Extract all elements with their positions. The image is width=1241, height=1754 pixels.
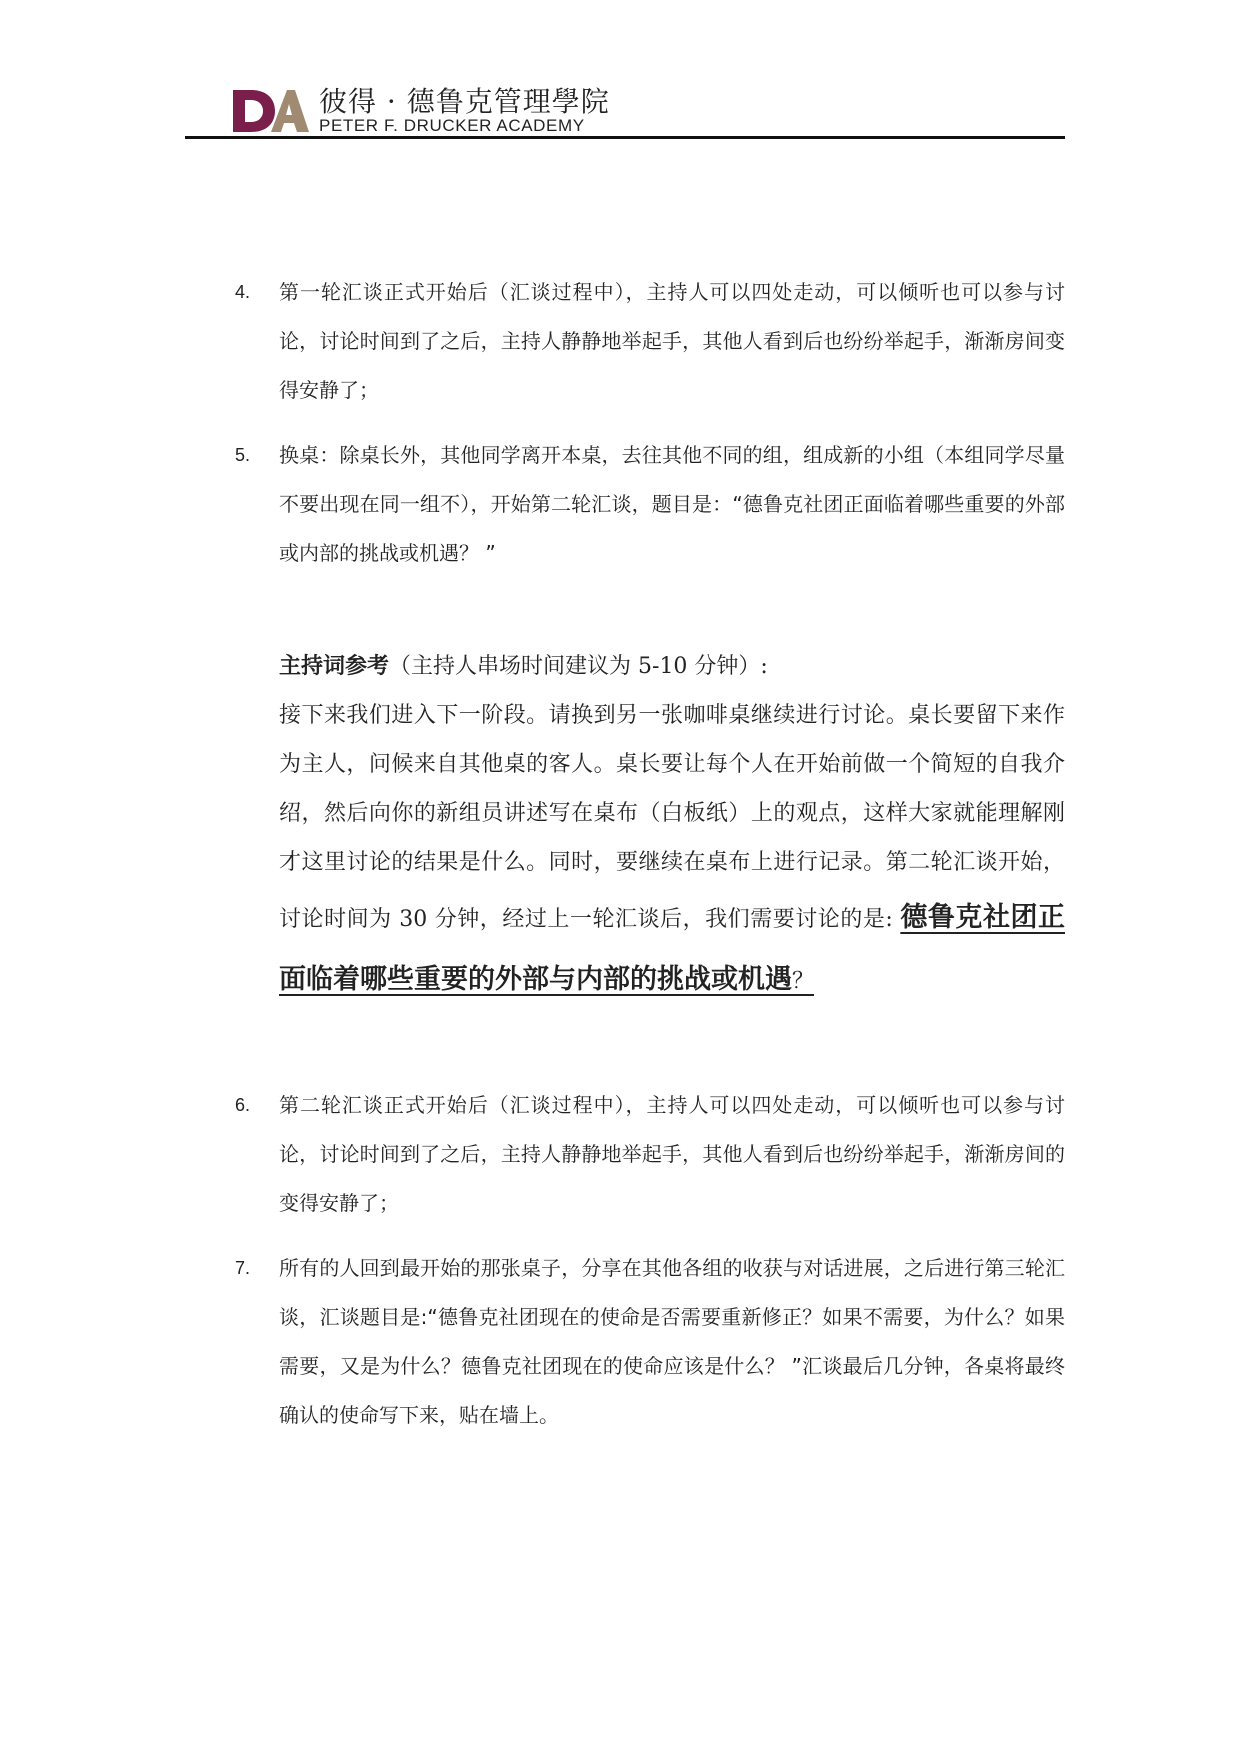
list-item	[235, 268, 1065, 415]
list-item	[235, 431, 1065, 578]
list-item-text: 第一轮汇谈正式开始后（汇谈过程中），主持人可以四处走动，可以倾听也可以参与讨论，讨论时间到了之后，主持人静静地举起手，其他人看到后也纷纷举起手，渐渐房间变得安静了；	[279, 280, 1065, 402]
list-item-text: 所有的人回到最开始的那张桌子，分享在其他各组的收获与对话进展，之后进行第三轮汇谈，汇谈题目是:“德鲁克社团现在的使命是否需要重新修正？如果不需要，为什么？如果需要，又是为什么？德鲁克社团现在的使命应该是什么？ ”汇谈最后几分钟，各桌将最终确认的使命写下来，贴在墙上。	[279, 1256, 1065, 1427]
page-header	[185, 80, 1065, 138]
list-item-text: 第二轮汇谈正式开始后（汇谈过程中），主持人可以四处走动，可以倾听也可以参与讨论，讨论时间到了之后，主持人静静地举起手，其他人看到后也纷纷举起手，渐渐房间的变得安静了；	[279, 1093, 1065, 1215]
brand-name-en: PETER F. DRUCKER ACADEMY	[319, 116, 585, 135]
list-item	[235, 1081, 1065, 1228]
da-logo-icon	[231, 88, 309, 134]
list-item-number: 7.	[235, 1258, 251, 1278]
list-item	[235, 1244, 1065, 1440]
list-item-number: 4.	[235, 282, 251, 302]
list-item-text: 换桌：除桌长外，其他同学离开本桌，去往其他不同的组，组成新的小组（本组同学尽量不要出现在同一组不），开始第二轮汇谈，题目是：“德鲁克社团正面临着哪些重要的外部或内部的挑战或机遇？ ”	[279, 443, 1065, 565]
host-script-body: 接下来我们进入下一阶段。请换到另一张咖啡桌继续进行讨论。桌长要留下来作为主人，问候来自其他桌的客人。桌长要让每个人在开始前做一个简短的自我介绍，然后向你的新组员讲述写在桌布（白板纸）上的观点，这样大家就能理解刚才这里讨论的结果是什么。同时，要继续在桌布上进行记录。第二轮汇谈开始，讨论时间为 30 分钟，经过上一轮汇谈后，我们需要讨论的是:	[279, 703, 1065, 932]
list-item-number: 6.	[235, 1095, 251, 1115]
host-script-heading: 主持词参考	[279, 653, 390, 679]
brand-name-cn: 彼得 · 德鲁克管理學院	[319, 85, 610, 118]
host-script-section	[235, 642, 1065, 1011]
document-body	[235, 268, 1065, 1440]
discussion-topic: 德鲁克社团正面临着哪些重要的外部与内部的挑战或机遇	[279, 902, 1066, 995]
list-item-number: 5.	[235, 445, 251, 465]
header-divider	[185, 136, 1065, 139]
host-script-note: （主持人串场时间建议为 5-10 分钟）:	[389, 654, 768, 679]
brand-block	[319, 86, 610, 134]
discussion-topic-end: ？	[792, 969, 815, 994]
